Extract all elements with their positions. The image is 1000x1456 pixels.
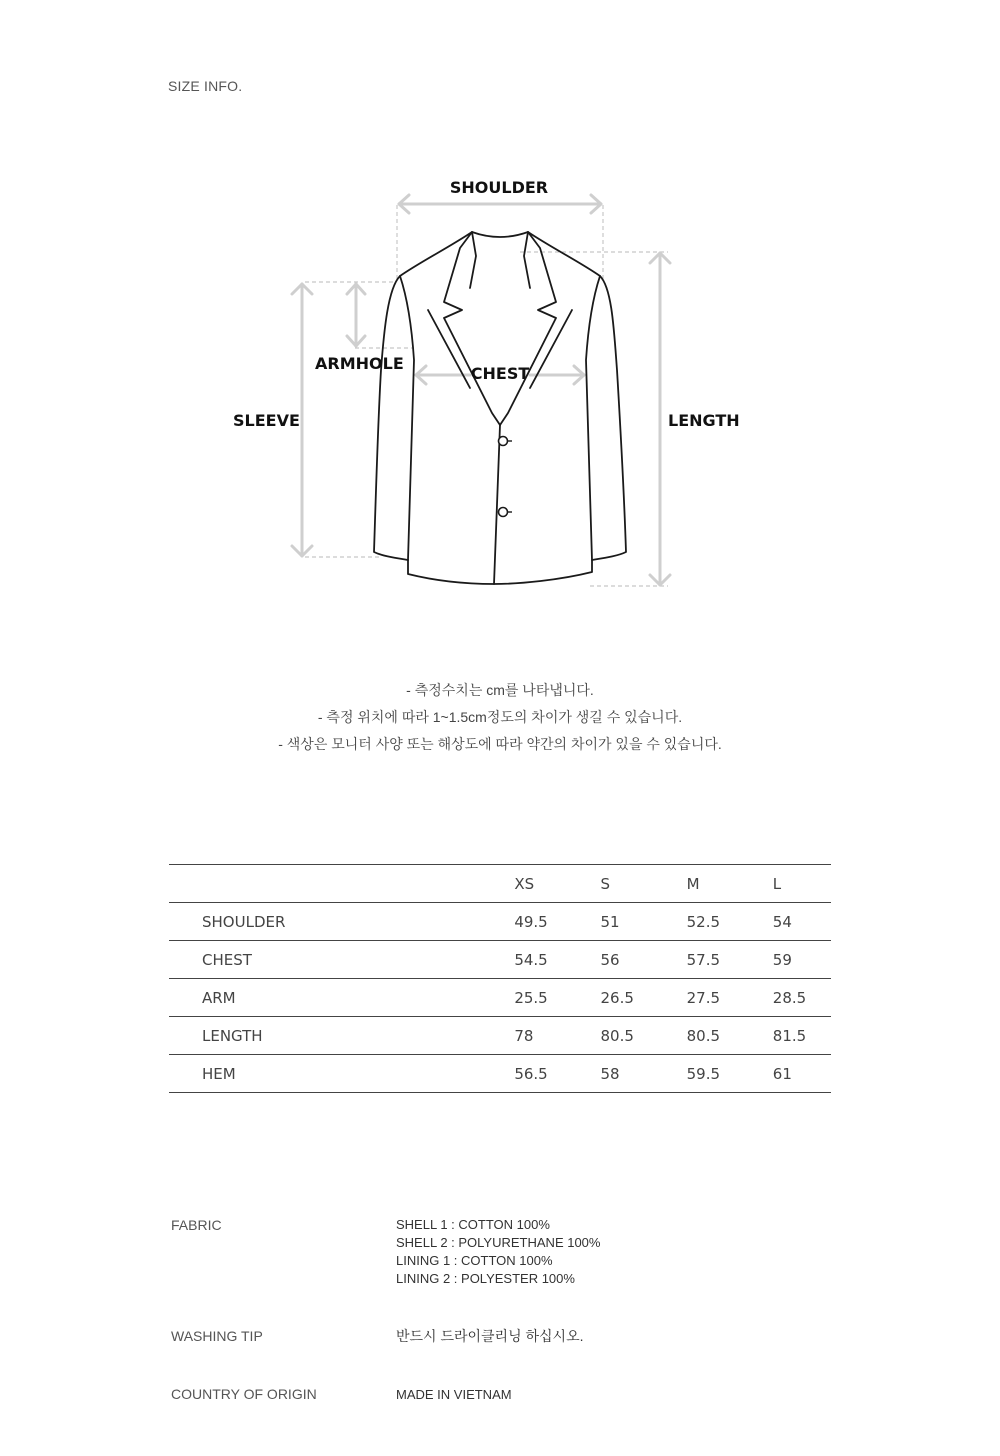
table-cell: 58 — [600, 1055, 686, 1093]
country-of-origin-label: COUNTRY OF ORIGIN — [171, 1386, 317, 1402]
fabric-line: SHELL 1 : COTTON 100% — [396, 1217, 550, 1232]
row-label: ARM — [169, 979, 514, 1017]
table-cell: 56.5 — [514, 1055, 600, 1093]
table-cell: 78 — [514, 1017, 600, 1055]
table-cell: 52.5 — [687, 903, 773, 941]
table-cell: 59 — [773, 941, 831, 979]
header-cell: S — [600, 865, 686, 903]
jacket-outline — [374, 232, 626, 584]
jacket-buttons — [499, 437, 513, 517]
header-cell: L — [773, 865, 831, 903]
fabric-composition — [396, 1216, 600, 1288]
label-length: LENGTH — [668, 411, 740, 430]
table-cell: 56 — [600, 941, 686, 979]
label-armhole: ARMHOLE — [315, 354, 404, 373]
table-cell: 81.5 — [773, 1017, 831, 1055]
fabric-line: LINING 2 : POLYESTER 100% — [396, 1271, 575, 1286]
jacket-size-diagram — [0, 0, 1000, 640]
row-label: SHOULDER — [169, 903, 514, 941]
table-cell: 54 — [773, 903, 831, 941]
label-sleeve: SLEEVE — [233, 411, 300, 430]
note-line: - 측정 위치에 따라 1~1.5cm정도의 차이가 생길 수 있습니다. — [317, 709, 683, 725]
row-label: CHEST — [169, 941, 514, 979]
shoulder-arrow — [399, 195, 601, 213]
table-cell: 27.5 — [687, 979, 773, 1017]
label-chest: CHEST — [470, 364, 530, 383]
row-label: HEM — [169, 1055, 514, 1093]
table-row — [169, 1017, 831, 1055]
table-row — [169, 1055, 831, 1093]
header-cell: XS — [514, 865, 600, 903]
armhole-arrow — [347, 284, 365, 346]
washing-tip-value: 반드시 드라이클리닝 하십시오. — [396, 1328, 584, 1344]
table-cell: 80.5 — [600, 1017, 686, 1055]
table-cell: 25.5 — [514, 979, 600, 1017]
table-cell: 51 — [600, 903, 686, 941]
table-cell: 54.5 — [514, 941, 600, 979]
table-cell: 61 — [773, 1055, 831, 1093]
row-label: LENGTH — [169, 1017, 514, 1055]
section-title: SIZE INFO. — [168, 78, 243, 94]
table-cell: 28.5 — [773, 979, 831, 1017]
fabric-label: FABRIC — [171, 1217, 222, 1233]
header-cell: M — [687, 865, 773, 903]
table-row — [169, 941, 831, 979]
table-row — [169, 979, 831, 1017]
country-of-origin-value: MADE IN VIETNAM — [396, 1387, 512, 1402]
washing-tip-label: WASHING TIP — [171, 1328, 263, 1344]
size-table — [169, 864, 831, 1093]
note-line: - 측정수치는 cm를 나타냅니다. — [406, 682, 594, 698]
table-row — [169, 903, 831, 941]
table-cell: 26.5 — [600, 979, 686, 1017]
fabric-line: SHELL 2 : POLYURETHANE 100% — [396, 1235, 601, 1250]
table-cell: 80.5 — [687, 1017, 773, 1055]
table-cell: 49.5 — [514, 903, 600, 941]
table-cell: 57.5 — [687, 941, 773, 979]
header-cell — [169, 865, 514, 903]
length-arrow — [650, 253, 670, 585]
fabric-line: LINING 1 : COTTON 100% — [396, 1253, 553, 1268]
label-shoulder: SHOULDER — [449, 178, 549, 197]
table-cell: 59.5 — [687, 1055, 773, 1093]
measurement-notes — [0, 680, 1000, 761]
guide-lines — [305, 205, 668, 586]
note-line: - 색상은 모니터 사양 또는 해상도에 따라 약간의 차이가 있을 수 있습니다. — [278, 736, 722, 752]
table-header-row — [169, 865, 831, 903]
